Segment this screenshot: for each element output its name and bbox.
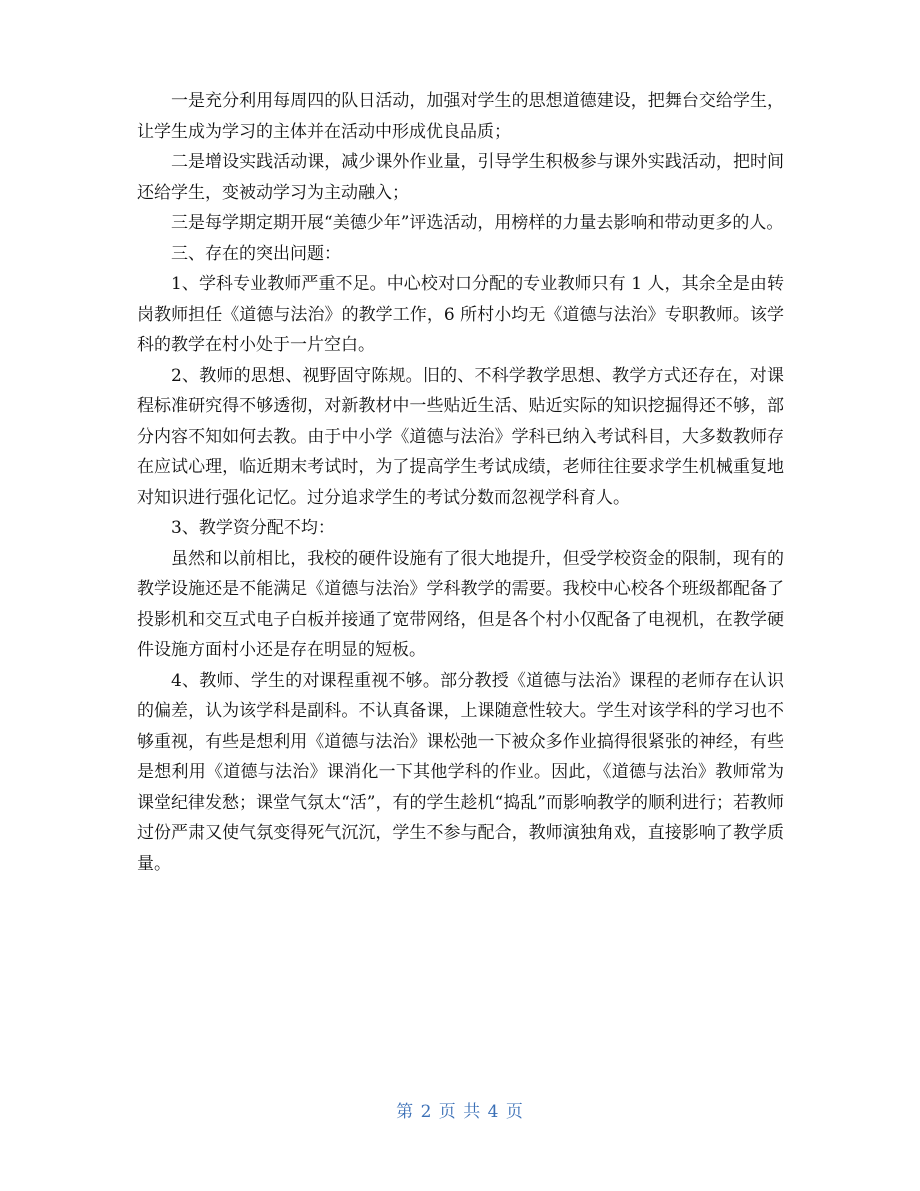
paragraph-problem-2: 2、教师的思想、视野固守陈规。旧的、不科学教学思想、教学方式还存在，对课程标准研究得不够透彻，对新教材中一些贴近生活、贴近实际的知识挖掘得还不够，部分内容不知如何去教。由于中小学《道德与法治》学科已纳入考试科目，大多数教师存在应试心理，临近期末考试时，为了提高学生考试成绩，老师往往要求学生机械重复地对知识进行强化记忆。过分追求学生的考试分数而忽视学科育人。: [137, 365, 784, 508]
paragraph-problem-4: 4、教师、学生的对课程重视不够。部分教授《道德与法治》课程的老师存在认识的偏差，认为该学科是副科。不认真备课，上课随意性较大。学生对该学科的学习也不够重视，有些是想利用《道德与法治》课松弛一下被众多作业搞得很紧张的神经，有些是想利用《道德与法治》课消化一下其他学科的作业。因此，《道德与法治》教师常为课堂纪律发愁；课堂气氛太“活”，有的学生趁机“捣乱”而影响教学的顺利进行；若教师过份严肃又使气氛变得死气沉沉，学生不参与配合，教师演独角戏，直接影响了教学质量。: [137, 670, 784, 874]
page-number-footer: 第 2 页 共 4 页: [396, 1102, 524, 1122]
paragraph-1: 一是充分利用每周四的队日活动，加强对学生的思想道德建设，把舞台交给学生，让学生成为学习的主体并在活动中形成优良品质；: [137, 91, 784, 142]
document-body: [137, 86, 784, 879]
section-heading-problems: 三、存在的突出问题：: [171, 243, 341, 264]
paragraph-problem-1: 1、学科专业教师严重不足。中心校对口分配的专业教师只有 1 人，其余全是由转岗教师担任《道德与法治》的教学工作，6 所村小均无《道德与法治》专职教师。该学科的教学在村小处于一片空白。: [137, 274, 784, 355]
paragraph-2: 二是增设实践活动课，减少课外作业量，引导学生积极参与课外实践活动，把时间还给学生，变被动学习为主动融入；: [137, 152, 784, 203]
paragraph-problem-3-body: 虽然和以前相比，我校的硬件设施有了很大地提升，但受学校资金的限制，现有的教学设施还是不能满足《道德与法治》学科教学的需要。我校中心校各个班级都配备了投影机和交互式电子白板并接通了宽带网络，但是各个村小仅配备了电视机，在教学硬件设施方面村小还是存在明显的短板。: [137, 548, 784, 660]
paragraph-3: 三是每学期定期开展“美德少年”评选活动，用榜样的力量去影响和带动更多的人。: [171, 213, 784, 233]
paragraph-problem-3-heading: 3、教学资分配不均：: [171, 518, 335, 538]
